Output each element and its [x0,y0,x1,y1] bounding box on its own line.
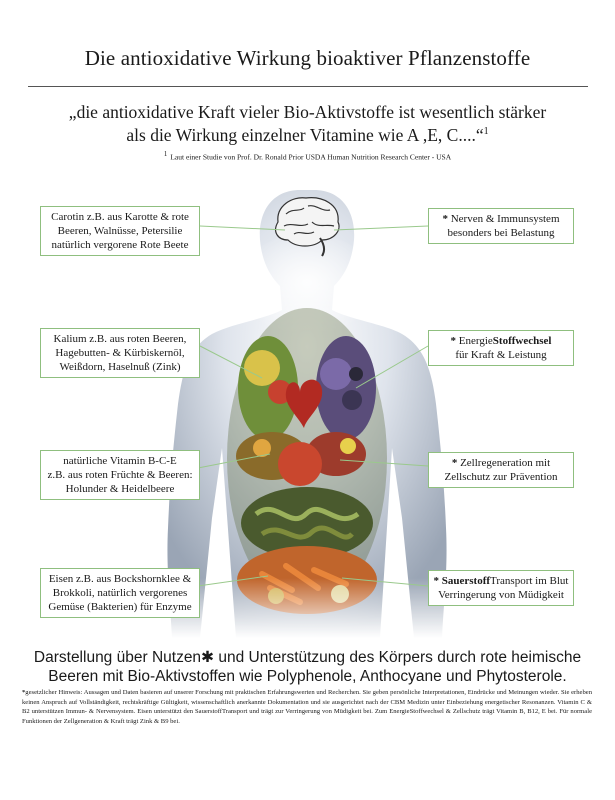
study-quote [30,103,585,145]
quote-line-1: „die antioxidative Kraft vieler Bio-Aktivstoffe ist wesentlich stärker [68,102,547,122]
callout-energiestoffwechsel: * EnergieStoffwechsel für Kraft & Leistung [428,330,574,366]
page-title: Die antioxidative Wirkung bioaktiver Pflanzenstoffe [84,46,531,70]
study-source: $^1$ Laut einer Studie von Prof. Dr. Ronald Prior USDA Human Nutrition Research Center - USA [163,150,452,162]
callout-nerven-immunsystem: * Nerven & Immunsystem besonders bei Belastung [428,208,574,244]
star-mark: * [450,335,457,347]
star-mark: * [433,575,439,587]
title-divider [28,86,588,87]
callout-carotin: Carotin z.B. aus Karotte & rote Beeren, Walnüsse, Petersilie natürlich vergorene Rote Beete [40,206,200,256]
quote-line-2: als die Wirkung einzelner Vitamine wie A ,E, C....“$^1$ [126,124,489,145]
star-mark: * [442,213,448,225]
body-figure [0,178,615,638]
callout-zellregeneration: * Zellregeneration mit Zellschutz zur Prävention [428,452,574,488]
summary-heading: Darstellung über Nutzen✱ und Unterstützung des Körpers durch rote heimische Beeren mit Bio-Aktivstoffen wie Polyphenole, Anthocyane und Phytosterole. [33,649,582,685]
star-mark: * [451,457,458,469]
legal-note: *gesetzlicher Hinweis: Aussagen und Daten basieren auf unserer Forschung mit praktischen Erfahrungswerten und Recherchen. Sie geben persönliche Interpretationen, Eindrücke und Meinungen wieder. Sie erheben keinen Anspruch auf Vollständigkeit, rechtskräftige Gültigkeit, wissenschaftlich anerkannte Dokumentation und sie ausgerichtet nach der CBM Medizin unter Einbeziehung energetischer Resonanzen. Vitamin C & B2 unterstützen Immun- & Nervensystem. Eisen unterstützt den SauerstoffTransport und trägt zur Verringerung von Müdigkeit bei. Zum EnergieStoffwechsel & Zellschutz trägt Vitamin B, B12, E bei. Für normale Funktionen der Zellgeneration & Kraft trägt Zink & B9 bei. [22,689,592,725]
callout-sauerstofftransport: * SauerstoffTransport im Blut Verringerung von Müdigkeit [428,570,574,606]
callout-vitamin-bce: natürliche Vitamin B-C-E z.B. aus roten Früchte & Beeren: Holunder & Heidelbeere [40,450,200,500]
callout-kalium: Kalium z.B. aus roten Beeren, Hagebutten- & Kürbiskernöl, Weißdorn, Haselnuß (Zink) [40,328,200,378]
callout-eisen: Eisen z.B. aus Bockshornklee & Brokkoli, natürlich vergorenes Gemüse (Bakterien) für Enzyme [40,568,200,618]
